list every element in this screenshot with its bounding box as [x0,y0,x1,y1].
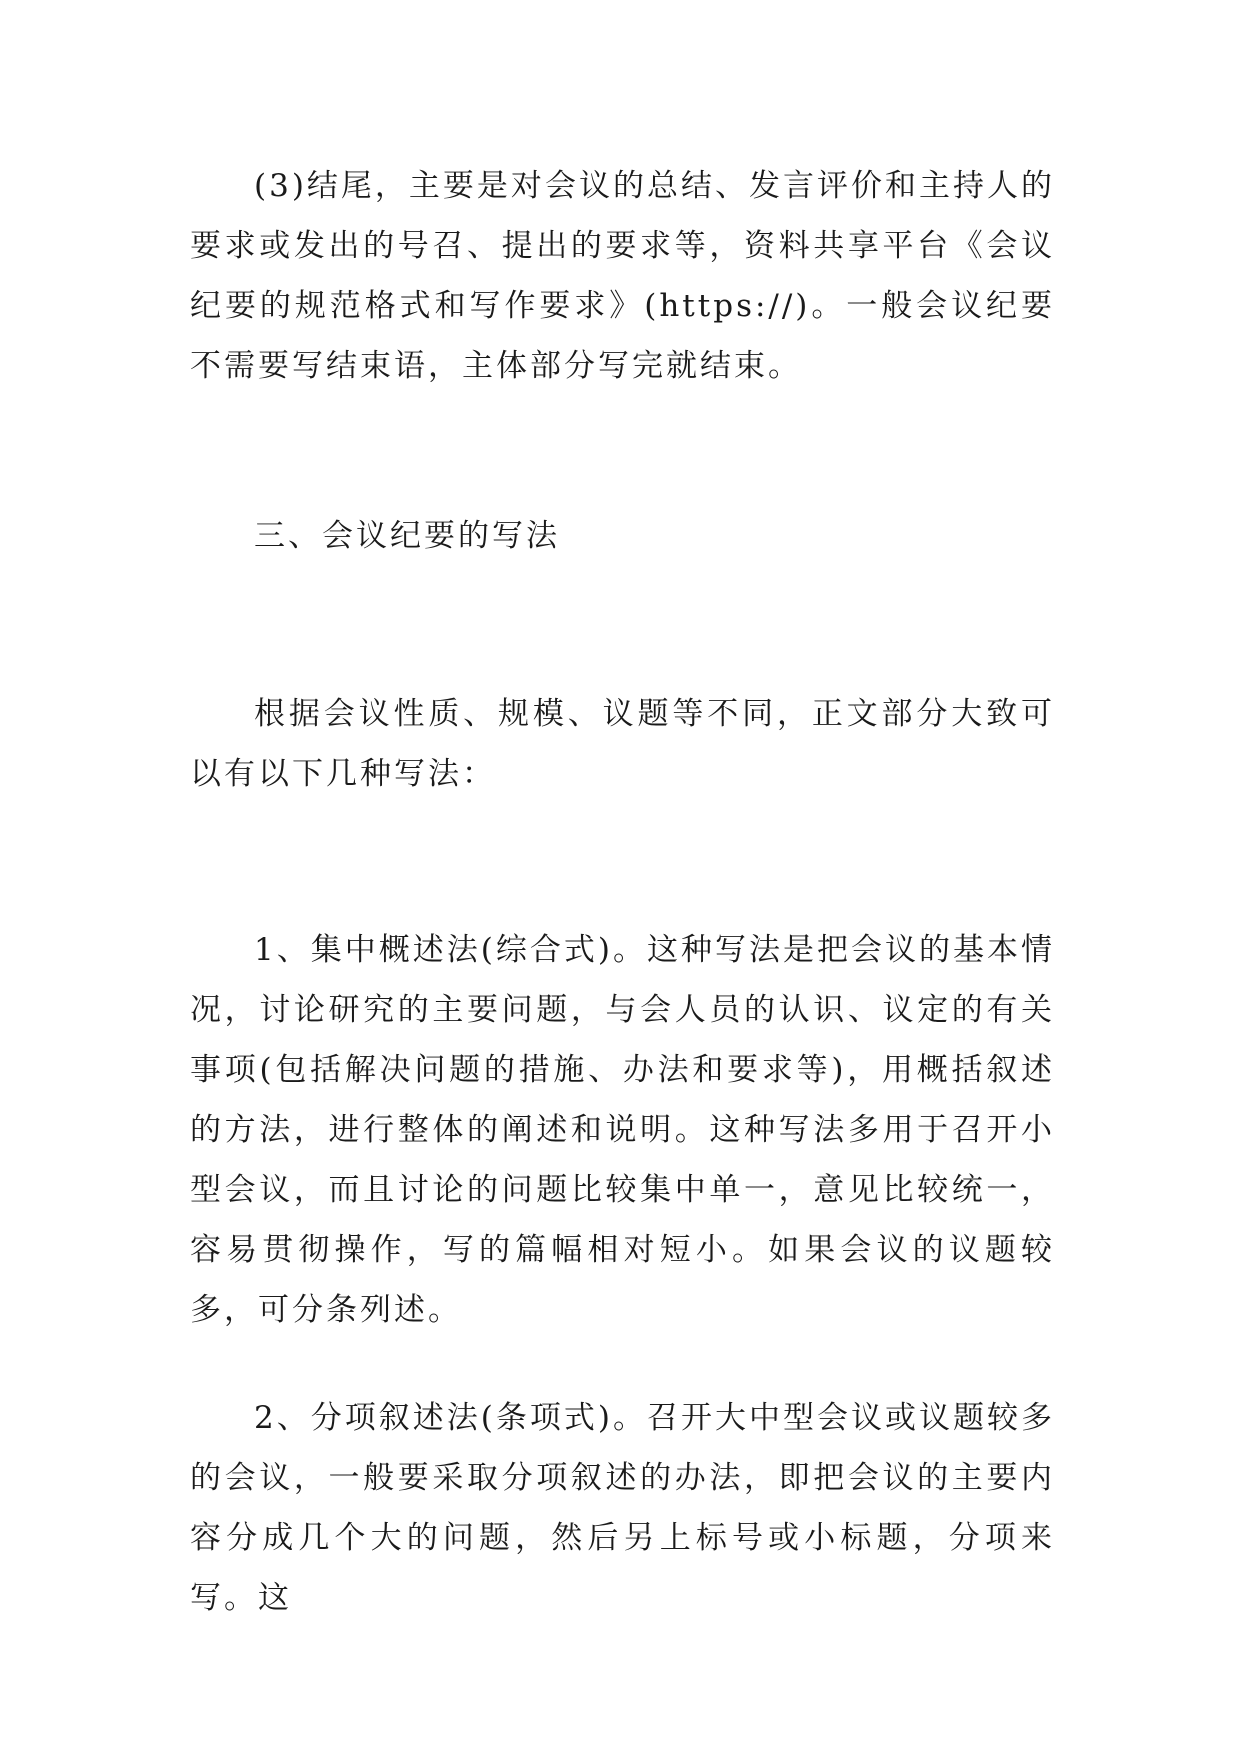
paragraph-conclusion: (3)结尾，主要是对会议的总结、发言评价和主持人的要求或发出的号召、提出的要求等，资料共享平台《会议纪要的规范格式和写作要求》(https://)。一般会议纪要不需要写结束语，主体部分写完就结束。 [190,168,1055,384]
paragraph-method-2: 2、分项叙述法(条项式)。召开大中型会议或议题较多的会议，一般要采取分项叙述的办法，即把会议的主要内容分成几个大的问题，然后另上标号或小标题，分项来写。这 [190,1400,1055,1616]
section-heading: 三、会议纪要的写法 [254,518,560,554]
paragraph-intro: 根据会议性质、规模、议题等不同，正文部分大致可以有以下几种写法： [190,696,1055,792]
paragraph-method-1: 1、集中概述法(综合式)。这种写法是把会议的基本情况，讨论研究的主要问题，与会人员的认识、议定的有关事项(包括解决问题的措施、办法和要求等)，用概括叙述的方法，进行整体的阐述和说明。这种写法多用于召开小型会议，而且讨论的问题比较集中单一，意见比较统一，容易贯彻操作，写的篇幅相对短小。如果会议的议题较多，可分条列述。 [190,932,1055,1328]
